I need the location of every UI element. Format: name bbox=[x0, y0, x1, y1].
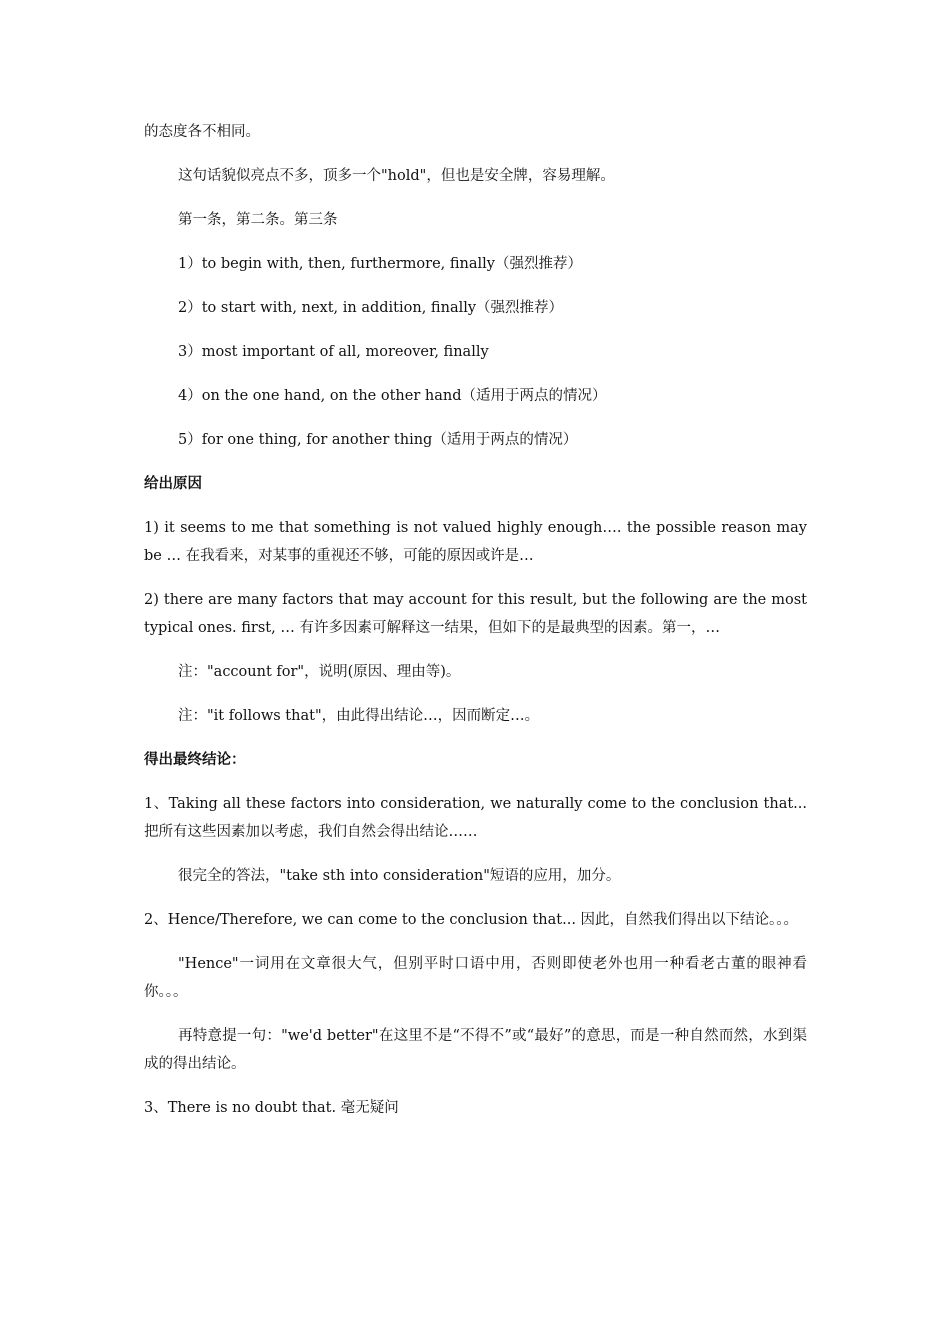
paragraph-first-second-third: 第一条，第二条。第三条 bbox=[178, 212, 338, 228]
list-item-sequence-1: 1）to begin with, then, furthermore, finally（强烈推荐） bbox=[178, 256, 583, 272]
reason-item-2: 2) there are many factors that may account for this result, but the following are the most typical ones. first, … 有许多因素可解释这一结果，但如下的是最典型的因素。第一，… bbox=[144, 592, 807, 636]
conclusion-comment-we-had-better: 再特意提一句："we'd better"在这里不是“不得不”或“最好”的意思，而是一种自然而然，水到渠成的得出结论。 bbox=[144, 1028, 807, 1072]
list-item-sequence-4: 4）on the one hand, on the other hand（适用于两点的情况） bbox=[178, 388, 607, 404]
note-account-for: 注："account for"，说明(原因、理由等)。 bbox=[178, 664, 461, 680]
conclusion-item-1: 1、Taking all these factors into consideration, we naturally come to the conclusion that... 把所有这些因素加以考虑，我们自然会得出结论…… bbox=[144, 796, 807, 840]
paragraph-hold-comment: 这句话貌似亮点不多，顶多一个"hold"，但也是安全牌，容易理解。 bbox=[178, 168, 615, 184]
conclusion-comment-hence: "Hence"一词用在文章很大气，但别平时口语中用，否则即使老外也用一种看老古董的眼神看你。。。 bbox=[144, 956, 807, 1000]
paragraph-attitude-differs: 的态度各不相同。 bbox=[144, 124, 260, 140]
list-item-sequence-2: 2）to start with, next, in addition, finally（强烈推荐） bbox=[178, 300, 564, 316]
conclusion-comment-1: 很完全的答法，"take sth into consideration"短语的应用，加分。 bbox=[178, 868, 621, 884]
section-heading-reasons: 给出原因 bbox=[144, 476, 202, 492]
document-page bbox=[144, 118, 807, 1138]
conclusion-item-3: 3、There is no doubt that. 毫无疑问 bbox=[144, 1100, 399, 1116]
note-it-follows-that: 注："it follows that"，由此得出结论…，因而断定…。 bbox=[178, 708, 540, 724]
reason-item-1: 1) it seems to me that something is not valued highly enough…. the possible reason may be … 在我看来，对某事的重视还不够，可能的原因或许是… bbox=[144, 520, 807, 564]
list-item-sequence-5: 5）for one thing, for another thing（适用于两点的情况） bbox=[178, 432, 578, 448]
list-item-sequence-3: 3）most important of all, moreover, finally bbox=[178, 344, 489, 360]
section-heading-conclusion: 得出最终结论： bbox=[144, 752, 246, 768]
conclusion-item-2: 2、Hence/Therefore, we can come to the conclusion that... 因此，自然我们得出以下结论。。。 bbox=[144, 912, 799, 928]
